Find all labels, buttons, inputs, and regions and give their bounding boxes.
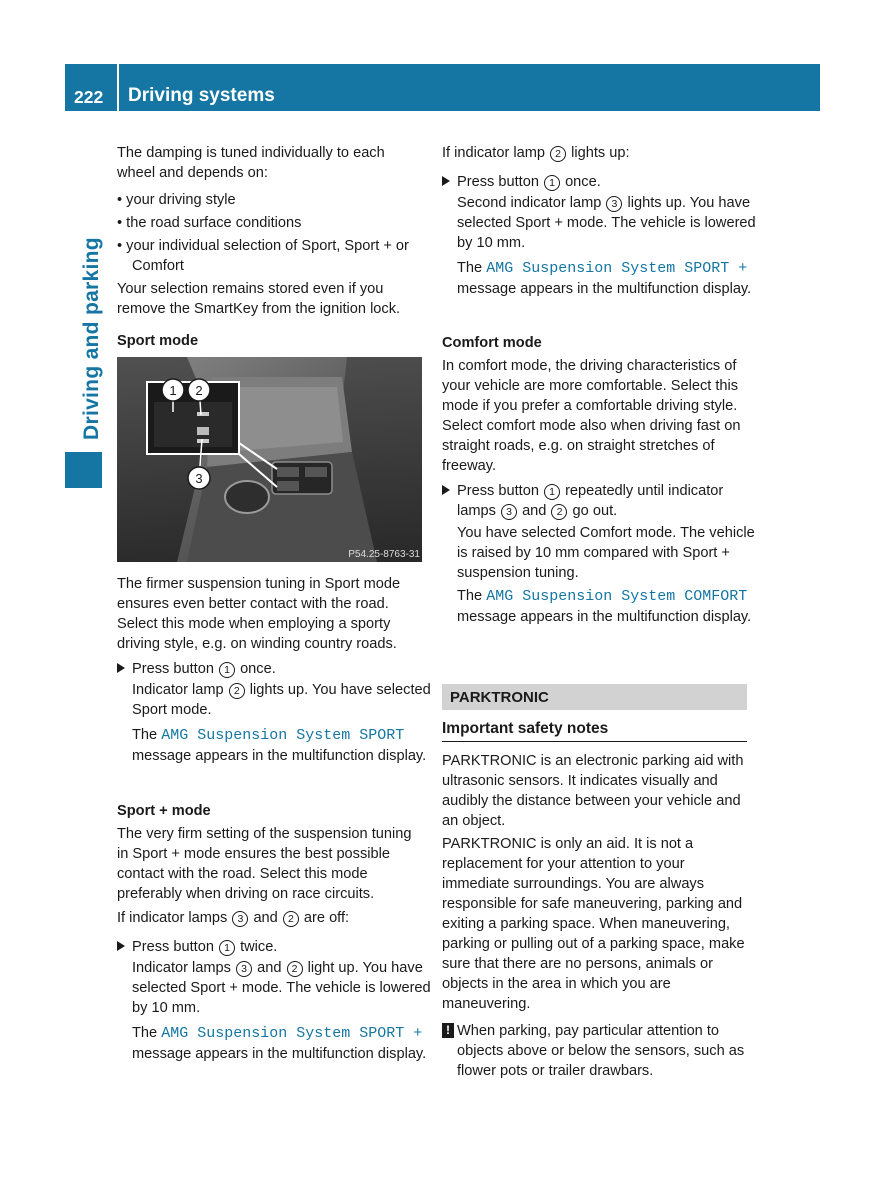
step-arrow-icon: [117, 941, 125, 951]
section-side-tab-marker: [65, 452, 102, 488]
sport-plus-result: Indicator lamps 3 and 2 light up. You have selected Sport + mode. The vehicle is lowered by 10 mm.: [132, 960, 431, 1016]
callout-ref: 1: [219, 940, 235, 956]
sport-plus-message: The AMG Suspension System SPORT + message appears in the multifunction display.: [132, 1025, 427, 1062]
callout-ref: 3: [501, 504, 517, 520]
callout-ref: 1: [544, 175, 560, 191]
callout-ref: 2: [283, 911, 299, 927]
comfort-mode-heading: Comfort mode: [442, 335, 542, 351]
sport-step: Press button 1 once.: [117, 659, 432, 679]
if-lamps-off: If indicator lamps 3 and 2 are off:: [117, 910, 350, 926]
step-arrow-icon: [117, 663, 125, 673]
stored-note: Your selection remains stored even if you remove the SmartKey from the ignition lock.: [117, 281, 401, 317]
parktronic-title: PARKTRONIC: [450, 689, 549, 706]
intro-text: The damping is tuned individually to each wheel and depends on:: [117, 145, 385, 181]
step-arrow-icon: [442, 485, 450, 495]
heading-divider: [442, 741, 747, 742]
callout-ref: 1: [219, 662, 235, 678]
sport-result: Indicator lamp 2 lights up. You have selected Sport mode.: [132, 682, 431, 718]
callout-ref: 3: [606, 196, 622, 212]
callout-ref: 2: [551, 504, 567, 520]
sport-plus-result-2: Second indicator lamp 3 lights up. You have selected Sport + mode. The vehicle is lowered by 10 mm.: [457, 195, 756, 251]
callout-1: 1: [169, 383, 177, 398]
section-side-tab: Driving and parking: [80, 237, 103, 440]
comfort-message: The AMG Suspension System COMFORT message appears in the multifunction display.: [457, 588, 752, 625]
if-lamp-lights: If indicator lamp 2 lights up:: [442, 145, 630, 161]
parktronic-aid-note: PARKTRONIC is only an aid. It is not a replacement for your attention to your immediate surroundings. You are always responsible for safe maneuvering, parking and exiting a parking space. When maneuvering, parking or pulling out of a parking space, make sure that there are no persons, animals or objects in the area in which you are maneuvering.: [442, 836, 745, 1012]
console-illustration: [117, 357, 422, 562]
console-photo: [117, 357, 422, 562]
bullet-item: • your driving style: [117, 192, 236, 208]
sport-plus-description: The very firm setting of the suspension tuning in Sport + mode ensures the best possible contact with the road. Select this mode preferably when driving on race circuits.: [117, 826, 412, 902]
comfort-step: Press button 1 repeatedly until indicator lamps 3 and 2 go out.: [442, 481, 757, 521]
comfort-mode-description: In comfort mode, the driving characteristics of your vehicle are more comfortable. Select this mode if you prefer a comfortable driving style. Select comfort mode also when driving fast on straight roads, e.g. on straight stretches of freeway.: [442, 358, 741, 474]
sport-mode-description: The firmer suspension tuning in Sport mode ensures even better contact with the road. Select this mode when employing a sporty driving style, e.g. on winding country roads.: [117, 576, 401, 652]
sport-mode-heading: Sport mode: [117, 333, 199, 349]
header-divider: [117, 64, 119, 111]
step-arrow-icon: [442, 176, 450, 186]
comfort-result: You have selected Comfort mode. The vehicle is raised by 10 mm compared with Sport + suspension tuning.: [457, 525, 755, 581]
important-safety-heading: Important safety notes: [442, 720, 609, 737]
sport-message: The AMG Suspension System SPORT message appears in the multifunction display.: [132, 727, 427, 764]
bullet-item: • your individual selection of Sport, Sport + or Comfort: [117, 238, 409, 274]
sport-plus-step: Press button 1 twice.: [117, 937, 432, 957]
sport-plus-message-2: The AMG Suspension System SPORT + message appears in the multifunction display.: [457, 260, 752, 297]
sport-plus-step-2: Press button 1 once.: [442, 172, 757, 192]
parktronic-intro: PARKTRONIC is an electronic parking aid with ultrasonic sensors. It indicates visually and audibly the distance between your vehicle and an object.: [442, 753, 744, 829]
callout-2: 2: [195, 383, 203, 398]
sport-plus-heading: Sport + mode: [117, 803, 211, 819]
callout-3: 3: [195, 471, 203, 486]
page-title: Driving systems: [128, 85, 275, 106]
page-number: 222: [74, 87, 104, 107]
figure-code: P54.25-8763-31: [348, 549, 420, 560]
callout-ref: 2: [229, 683, 245, 699]
warning-note: ! When parking, pay particular attention to objects above or below the sensors, such as flower pots or trailer drawbars.: [442, 1021, 757, 1081]
warning-icon: !: [442, 1023, 454, 1038]
callout-ref: 2: [550, 146, 566, 162]
callout-ref: 1: [544, 484, 560, 500]
callout-ref: 3: [236, 961, 252, 977]
callout-ref: 2: [287, 961, 303, 977]
bullet-item: • the road surface conditions: [117, 215, 302, 231]
callout-ref: 3: [232, 911, 248, 927]
